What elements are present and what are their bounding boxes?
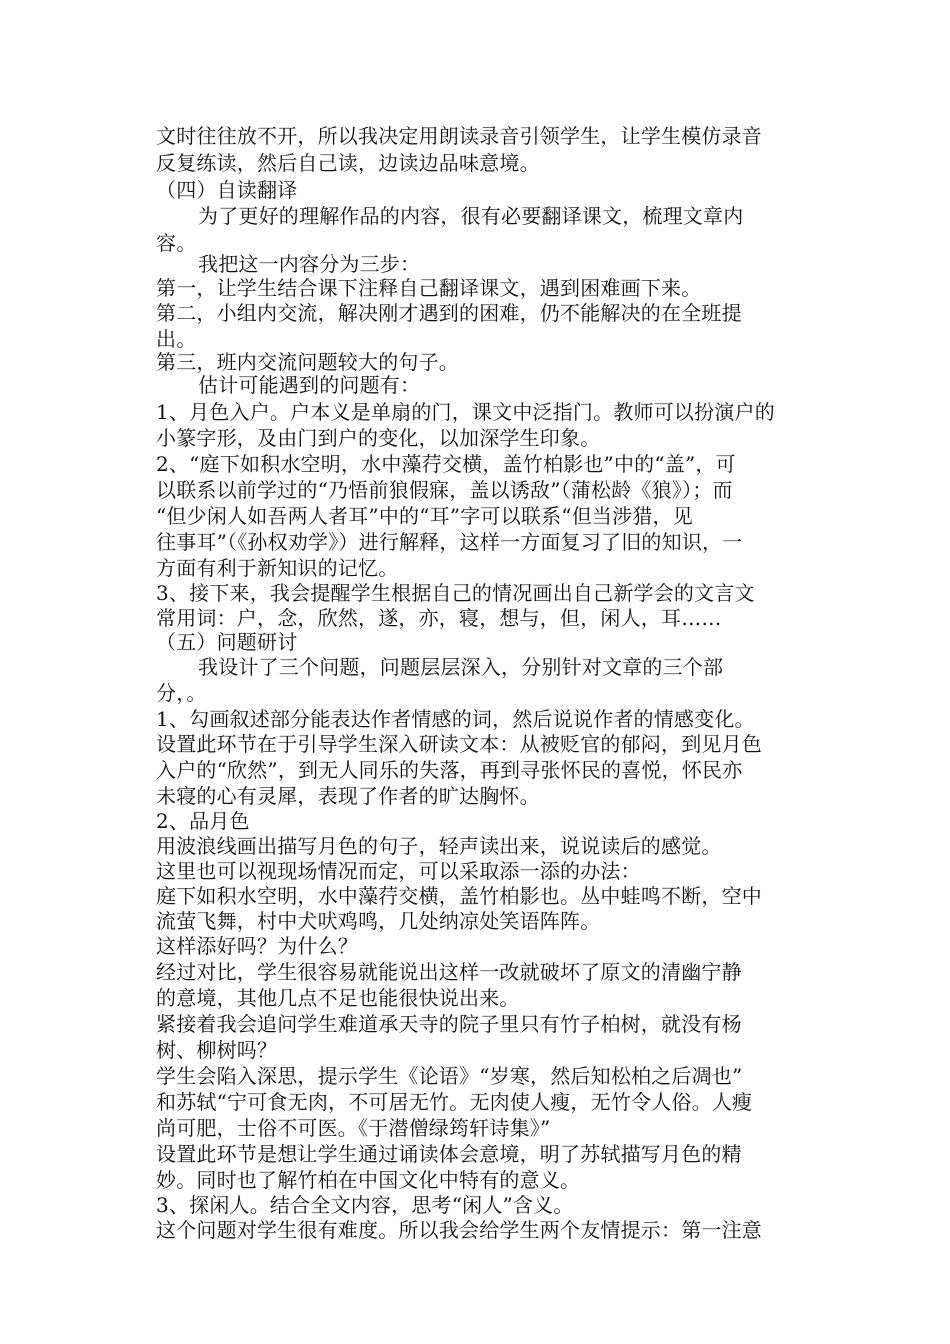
text-line: 3、探闲人。结合全文内容，思考“闲人”含义。 bbox=[156, 1193, 574, 1217]
section-heading: （四）自读翻译 bbox=[156, 178, 298, 202]
text-line: 第三，班内交流问题较大的句子。 bbox=[156, 350, 459, 374]
text-line: 这样添好吗？为什么？ bbox=[156, 934, 358, 958]
text-line: 反复练读，然后自己读，边读边品味意境。 bbox=[156, 151, 540, 175]
text-line: 估计可能遇到的问题有： bbox=[198, 373, 421, 397]
text-line: 2、“庭下如积水空明，水中藻荇交横，盖竹柏影也”中的“盖”，可 bbox=[156, 452, 736, 476]
text-line: 未寝的心有灵犀，表现了作者的旷达胸怀。 bbox=[156, 784, 540, 808]
text-line: 设置此环节是想让学生通过诵读体会意境，明了苏轼描写月色的精 bbox=[156, 1142, 742, 1166]
section-heading: （五）问题研讨 bbox=[156, 630, 298, 654]
text-line: 紧接着我会追问学生难道承天寺的院子里只有竹子柏树，就没有杨 bbox=[156, 1012, 742, 1036]
text-line: 妙。同时也了解竹柏在中国文化中特有的意义。 bbox=[156, 1168, 581, 1192]
text-line: 的意境，其他几点不足也能很快说出来。 bbox=[156, 986, 520, 1010]
text-line: 第一，让学生结合课下注释自己翻译课文，遇到困难画下来。 bbox=[156, 276, 702, 300]
text-line: 学生会陷入深思，提示学生《论语》“岁寒，然后知松柏之后凋也” bbox=[156, 1064, 743, 1088]
text-line: 往事耳”（《孙权劝学》）进行解释，这样一方面复习了旧的知识，一 bbox=[156, 530, 743, 554]
text-line: 和苏轼“宁可食无肉，不可居无竹。无肉使人瘦，无竹令人俗。人瘦 bbox=[156, 1090, 753, 1114]
text-line: 设置此环节在于引导学生深入研读文本：从被贬官的郁闷，到见月色 bbox=[156, 732, 762, 756]
text-line: 第二，小组内交流，解决刚才遇到的困难，仍不能解决的在全班提 bbox=[156, 301, 742, 325]
text-line: 尚可肥，士俗不可医。《于潜僧绿筠轩诗集》” bbox=[156, 1116, 551, 1140]
text-line: 分，。 bbox=[156, 681, 207, 705]
text-line: 流萤飞舞，村中犬吠鸡鸣，几处纳凉处笑语阵阵。 bbox=[156, 909, 601, 933]
text-line: 3、接下来，我会提醒学生根据自己的情况画出自己新学会的文言文 bbox=[156, 581, 755, 605]
text-line: 2、品月色 bbox=[156, 809, 250, 833]
text-line: 这个问题对学生很有难度。所以我会给学生两个友情提示：第一注意 bbox=[156, 1218, 762, 1242]
text-line: “但少闲人如吾两人者耳”中的“耳”字可以联系“但当涉猎，见 bbox=[156, 504, 693, 528]
text-line: 我把这一内容分为三步： bbox=[198, 252, 421, 276]
text-line: 文时往往放不开，所以我决定用朗读录音引领学生，让学生模仿录音 bbox=[156, 124, 762, 148]
text-line: 用波浪线画出描写月色的句子，轻声读出来，说说读后的感觉。 bbox=[156, 834, 722, 858]
text-line: 容。 bbox=[156, 231, 197, 255]
text-line: 我设计了三个问题，问题层层深入，分别针对文章的三个部 bbox=[198, 655, 724, 679]
text-line: 为了更好的理解作品的内容，很有必要翻译课文，梳理文章内 bbox=[198, 204, 744, 228]
text-line: 入户的“欣然”，到无人同乐的失落，再到寻张怀民的喜悦，怀民亦 bbox=[156, 758, 743, 782]
text-line: 以联系以前学过的“乃悟前狼假寐，盖以诱敌”（蒲松龄《狼》）；而 bbox=[156, 478, 733, 502]
text-line: 1、月色入户。户本义是单扇的门，课文中泛指门。教师可以扮演户的 bbox=[156, 400, 775, 424]
text-line: 这里也可以视现场情况而定，可以采取添一添的办法： bbox=[156, 859, 641, 883]
text-line: 树、柳树吗？ bbox=[156, 1038, 278, 1062]
text-line: 小篆字形，及由门到户的变化，以加深学生印象。 bbox=[156, 426, 601, 450]
text-line: 方面有利于新知识的记忆。 bbox=[156, 556, 399, 580]
text-line: 出。 bbox=[156, 327, 197, 351]
text-line: 常用词：户，念，欣然，遂，亦，寝，想与，但，闲人，耳…… bbox=[156, 606, 722, 630]
text-line: 庭下如积水空明，水中藻荇交横，盖竹柏影也。丛中蛙鸣不断，空中 bbox=[156, 884, 762, 908]
text-line: 1、勾画叙述部分能表达作者情感的词，然后说说作者的情感变化。 bbox=[156, 707, 755, 731]
text-line: 经过对比，学生很容易就能说出这样一改就破坏了原文的清幽宁静 bbox=[156, 960, 742, 984]
